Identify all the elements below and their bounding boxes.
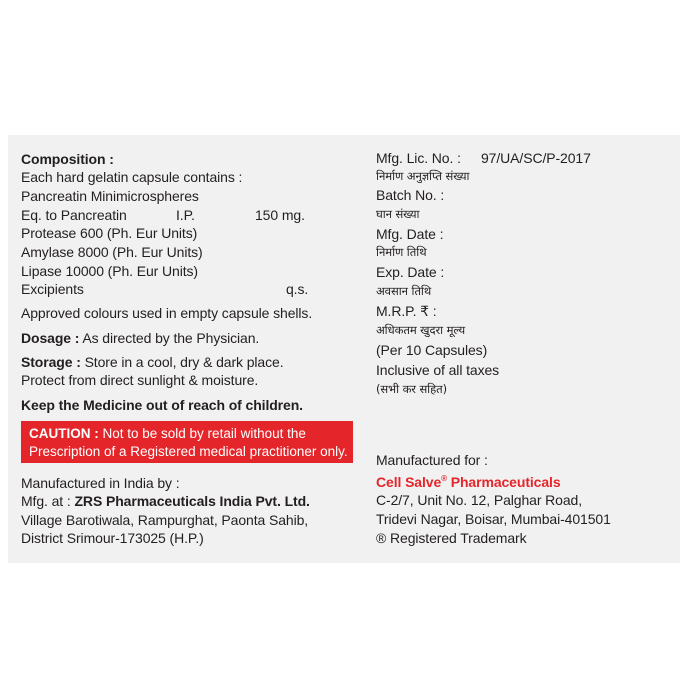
composition-line: Each hard gelatin capsule contains : [21,169,243,185]
storage-line-2: Protect from direct sunlight & moisture. [21,372,259,388]
company-name [376,470,561,491]
mfg-address-line: District Srimour-173025 (H.P.) [21,530,204,546]
caution-line-1 [29,425,345,443]
dosage-line [21,329,259,347]
mrp-hindi: अधिकतम खुदरा मूल्य [376,323,466,337]
inclusive-taxes: Inclusive of all taxes [376,362,500,378]
dosage-text: As directed by the Physician. [79,330,260,346]
company-name-b: Pharmaceuticals [446,474,561,490]
eq-grade: I.P. [176,207,195,223]
composition-heading: Composition : [21,151,114,167]
batch-hindi: घान संख्या [376,207,420,221]
taxes-hindi: (सभी कर सहित) [376,382,447,396]
company-address-line: Tridevi Nagar, Boisar, Mumbai-401501 [376,511,611,527]
colours-note: Approved colours used in empty capsule shells. [21,305,313,321]
batch-label: Batch No. : [376,187,445,203]
caution-box [21,421,353,463]
company-address-line: C-2/7, Unit No. 12, Palghar Road, [376,492,583,508]
registered-mark: ® [441,474,447,483]
mfg-at-line [21,492,310,510]
storage-line [21,353,284,371]
mrp-label: M.R.P. ₹ : [376,303,437,319]
per-capsules: (Per 10 Capsules) [376,342,488,358]
registered-trademark: ® Registered Trademark [376,530,527,546]
mfg-lic-label: Mfg. Lic. No. : [376,150,461,166]
storage-text: Store in a cool, dry & dark place. [80,354,284,370]
mfg-lic-hindi: निर्माण अनुज्ञप्ति संख्या [376,169,470,183]
mfg-at-label: Mfg. at : [21,493,71,509]
company-name-a: Cell Salve [376,474,442,490]
mfg-date-label: Mfg. Date : [376,226,444,242]
mfg-lic-value: 97/UA/SC/P-2017 [481,150,591,166]
exp-date-hindi: अवसान तिथि [376,284,432,298]
mfg-address-line: Village Barotiwala, Rampurghat, Paonta Sahib, [21,512,309,528]
dosage-label: Dosage : [21,330,80,346]
composition-line: Pancreatin Minimicrospheres [21,188,199,204]
storage-label: Storage : [21,354,81,370]
caution-line-2: Prescription of a Registered medical practitioner only. [29,444,348,459]
caution-text: Not to be sold by retail without the [98,426,306,441]
enzyme-line: Lipase 10000 (Ph. Eur Units) [21,263,198,279]
enzyme-line: Protease 600 (Ph. Eur Units) [21,225,198,241]
mfg-company: ZRS Pharmaceuticals India Pvt. Ltd. [70,493,310,509]
keep-warning: Keep the Medicine out of reach of children. [21,397,303,413]
excipients-label: Excipients [21,281,84,297]
mfg-date-hindi: निर्माण तिथि [376,245,427,259]
exp-date-label: Exp. Date : [376,264,445,280]
enzyme-line: Amylase 8000 (Ph. Eur Units) [21,244,203,260]
caution-label: CAUTION : [29,426,99,441]
manufactured-for: Manufactured for : [376,452,488,468]
eq-label: Eq. to Pancreatin [21,207,127,223]
eq-amount: 150 mg. [255,207,305,223]
excipients-qty: q.s. [286,281,309,297]
manufactured-in: Manufactured in India by : [21,475,180,491]
